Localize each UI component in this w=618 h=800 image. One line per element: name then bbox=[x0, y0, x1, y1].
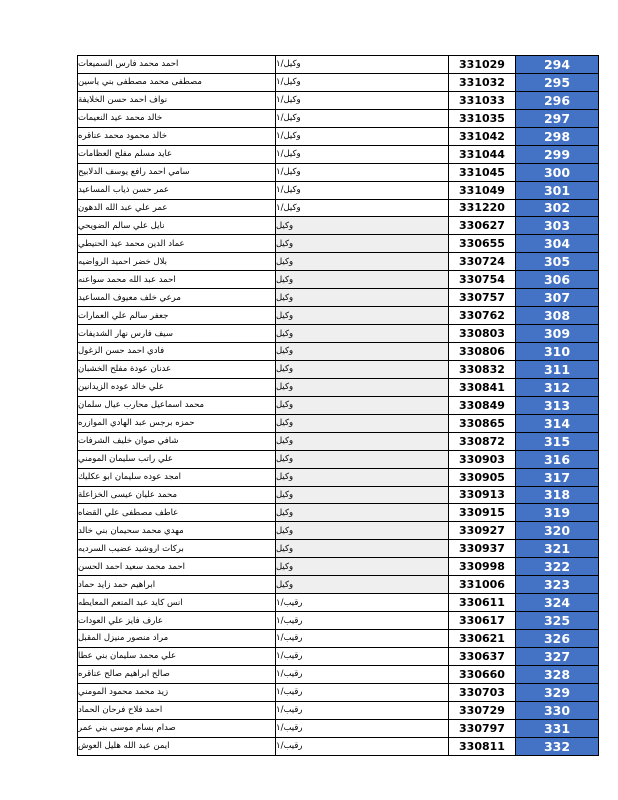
id-cell: 330703 bbox=[449, 684, 516, 701]
id-cell: 330872 bbox=[449, 433, 516, 450]
number-cell: 303 bbox=[516, 217, 599, 234]
rank-cell: رقيب/١ bbox=[276, 738, 449, 755]
table-row bbox=[78, 415, 599, 433]
rank-cell: وكيل bbox=[276, 253, 449, 270]
name-cell: علي محمد سليمان بني عطا bbox=[78, 648, 276, 665]
id-cell: 330757 bbox=[449, 289, 516, 306]
number-cell: 326 bbox=[516, 630, 599, 647]
id-cell: 331035 bbox=[449, 110, 516, 127]
id-cell: 330621 bbox=[449, 630, 516, 647]
rank-cell: وكيل bbox=[276, 504, 449, 521]
rank-cell: وكيل bbox=[276, 433, 449, 450]
number-cell: 310 bbox=[516, 343, 599, 360]
id-cell: 331006 bbox=[449, 576, 516, 593]
table-row bbox=[78, 738, 599, 756]
rank-cell: رقيب/١ bbox=[276, 612, 449, 629]
name-cell: ابراهيم حمد زايد حماد bbox=[78, 576, 276, 593]
rank-cell: وكيل bbox=[276, 325, 449, 342]
number-cell: 316 bbox=[516, 451, 599, 468]
table-row bbox=[78, 253, 599, 271]
table-row bbox=[78, 648, 599, 666]
rank-cell: وكيل bbox=[276, 487, 449, 504]
table-row bbox=[78, 361, 599, 379]
rank-cell: وكيل bbox=[276, 522, 449, 539]
rank-cell: رقيب/١ bbox=[276, 684, 449, 701]
name-cell: عمر حسن ذياب المساعيد bbox=[78, 182, 276, 199]
rank-cell: وكيل bbox=[276, 397, 449, 414]
number-cell: 320 bbox=[516, 522, 599, 539]
rank-cell: وكيل/١ bbox=[276, 74, 449, 91]
rank-cell: رقيب/١ bbox=[276, 720, 449, 737]
id-cell: 330617 bbox=[449, 612, 516, 629]
id-cell: 331049 bbox=[449, 182, 516, 199]
rank-cell: وكيل bbox=[276, 271, 449, 288]
name-cell: حمزه برجس عبد الهادي الموازره bbox=[78, 415, 276, 432]
rank-cell: رقيب/١ bbox=[276, 630, 449, 647]
table-row bbox=[78, 451, 599, 469]
table-row bbox=[78, 92, 599, 110]
rank-cell: رقيب/١ bbox=[276, 648, 449, 665]
table-row bbox=[78, 200, 599, 218]
name-cell: عايد مسلم مفلح العظامات bbox=[78, 146, 276, 163]
id-cell: 330927 bbox=[449, 522, 516, 539]
rank-cell: وكيل bbox=[276, 576, 449, 593]
name-cell: انس كايد عبد المنعم المعايطه bbox=[78, 594, 276, 611]
name-cell: خالد محمود محمد عناقره bbox=[78, 128, 276, 145]
table-row bbox=[78, 522, 599, 540]
number-cell: 323 bbox=[516, 576, 599, 593]
table-row bbox=[78, 720, 599, 738]
number-cell: 302 bbox=[516, 200, 599, 217]
number-cell: 300 bbox=[516, 164, 599, 181]
number-cell: 305 bbox=[516, 253, 599, 270]
table-row bbox=[78, 271, 599, 289]
rank-cell: وكيل bbox=[276, 217, 449, 234]
number-cell: 309 bbox=[516, 325, 599, 342]
table-row bbox=[78, 469, 599, 487]
number-cell: 324 bbox=[516, 594, 599, 611]
number-cell: 313 bbox=[516, 397, 599, 414]
name-cell: علي خالد عوده الزيدانين bbox=[78, 379, 276, 396]
name-cell: امجد عوده سليمان ابو عكليك bbox=[78, 469, 276, 486]
table-row bbox=[78, 217, 599, 235]
number-cell: 321 bbox=[516, 540, 599, 557]
table-row bbox=[78, 182, 599, 200]
table-row bbox=[78, 289, 599, 307]
name-cell: احمد عبد الله محمد سواعنه bbox=[78, 271, 276, 288]
id-cell: 331032 bbox=[449, 74, 516, 91]
number-cell: 295 bbox=[516, 74, 599, 91]
id-cell: 331220 bbox=[449, 200, 516, 217]
number-cell: 325 bbox=[516, 612, 599, 629]
name-cell: احمد محمد فارس السميعات bbox=[78, 56, 276, 73]
number-cell: 308 bbox=[516, 307, 599, 324]
name-cell: بركات اروشيد عضيب السرديه bbox=[78, 540, 276, 557]
table-row bbox=[78, 128, 599, 146]
id-cell: 330865 bbox=[449, 415, 516, 432]
id-cell: 330849 bbox=[449, 397, 516, 414]
id-cell: 330611 bbox=[449, 594, 516, 611]
table-row bbox=[78, 540, 599, 558]
table-row bbox=[78, 379, 599, 397]
number-cell: 306 bbox=[516, 271, 599, 288]
name-cell: فادي احمد حسن الزغول bbox=[78, 343, 276, 360]
name-cell: نايل علي سالم الضويحي bbox=[78, 217, 276, 234]
personnel-table bbox=[77, 55, 599, 756]
number-cell: 329 bbox=[516, 684, 599, 701]
id-cell: 330797 bbox=[449, 720, 516, 737]
id-cell: 330724 bbox=[449, 253, 516, 270]
rank-cell: وكيل/١ bbox=[276, 200, 449, 217]
table-row bbox=[78, 397, 599, 415]
id-cell: 330913 bbox=[449, 487, 516, 504]
name-cell: نواف احمد حسن الخلايفة bbox=[78, 92, 276, 109]
rank-cell: وكيل/١ bbox=[276, 92, 449, 109]
rank-cell: وكيل bbox=[276, 379, 449, 396]
id-cell: 330806 bbox=[449, 343, 516, 360]
number-cell: 332 bbox=[516, 738, 599, 755]
number-cell: 315 bbox=[516, 433, 599, 450]
table-row bbox=[78, 504, 599, 522]
number-cell: 327 bbox=[516, 648, 599, 665]
number-cell: 301 bbox=[516, 182, 599, 199]
number-cell: 307 bbox=[516, 289, 599, 306]
name-cell: مرعي خلف معيوف المساعيد bbox=[78, 289, 276, 306]
id-cell: 330754 bbox=[449, 271, 516, 288]
table-row bbox=[78, 164, 599, 182]
table-row bbox=[78, 558, 599, 576]
number-cell: 296 bbox=[516, 92, 599, 109]
name-cell: احمد فلاح فرحان الحماد bbox=[78, 702, 276, 719]
table-row bbox=[78, 146, 599, 164]
name-cell: صالح ابراهيم صالح عناقره bbox=[78, 666, 276, 683]
name-cell: ايمن عبد الله هليل العوش bbox=[78, 738, 276, 755]
rank-cell: وكيل/١ bbox=[276, 146, 449, 163]
rank-cell: وكيل bbox=[276, 451, 449, 468]
name-cell: صدام بسام موسى بني عمر bbox=[78, 720, 276, 737]
name-cell: مهدي محمد سحيمان بني خالد bbox=[78, 522, 276, 539]
name-cell: جعفر سالم علي العمارات bbox=[78, 307, 276, 324]
table-row bbox=[78, 487, 599, 505]
table-row bbox=[78, 630, 599, 648]
table-row bbox=[78, 666, 599, 684]
rank-cell: وكيل bbox=[276, 289, 449, 306]
id-cell: 331045 bbox=[449, 164, 516, 181]
name-cell: علي راتب سليمان المومني bbox=[78, 451, 276, 468]
name-cell: عارف فايز علي العودات bbox=[78, 612, 276, 629]
rank-cell: وكيل bbox=[276, 343, 449, 360]
rank-cell: وكيل bbox=[276, 540, 449, 557]
name-cell: شافي صوان خليف الشرفات bbox=[78, 433, 276, 450]
table-row bbox=[78, 343, 599, 361]
table-row bbox=[78, 110, 599, 128]
number-cell: 317 bbox=[516, 469, 599, 486]
number-cell: 297 bbox=[516, 110, 599, 127]
table-row bbox=[78, 235, 599, 253]
number-cell: 312 bbox=[516, 379, 599, 396]
id-cell: 330655 bbox=[449, 235, 516, 252]
table-row bbox=[78, 307, 599, 325]
rank-cell: وكيل bbox=[276, 558, 449, 575]
number-cell: 330 bbox=[516, 702, 599, 719]
table-row bbox=[78, 74, 599, 92]
rank-cell: وكيل bbox=[276, 361, 449, 378]
rank-cell: رقيب/١ bbox=[276, 702, 449, 719]
name-cell: عماد الدين محمد عيد الحنيطي bbox=[78, 235, 276, 252]
table-row bbox=[78, 325, 599, 343]
id-cell: 330637 bbox=[449, 648, 516, 665]
id-cell: 330660 bbox=[449, 666, 516, 683]
rank-cell: وكيل/١ bbox=[276, 164, 449, 181]
name-cell: احمد محمد سعيد احمد الحسن bbox=[78, 558, 276, 575]
number-cell: 298 bbox=[516, 128, 599, 145]
name-cell: عاطف مصطفى علي القضاه bbox=[78, 504, 276, 521]
name-cell: محمد اسماعيل محارب عيال سلمان bbox=[78, 397, 276, 414]
rank-cell: رقيب/١ bbox=[276, 594, 449, 611]
rank-cell: رقيب/١ bbox=[276, 666, 449, 683]
id-cell: 330905 bbox=[449, 469, 516, 486]
name-cell: محمد عليان عيسى الخزاعلة bbox=[78, 487, 276, 504]
id-cell: 330762 bbox=[449, 307, 516, 324]
rank-cell: وكيل bbox=[276, 415, 449, 432]
name-cell: سيف فارس نهار الشديفات bbox=[78, 325, 276, 342]
id-cell: 330903 bbox=[449, 451, 516, 468]
rank-cell: وكيل/١ bbox=[276, 128, 449, 145]
number-cell: 331 bbox=[516, 720, 599, 737]
table-row bbox=[78, 684, 599, 702]
rank-cell: وكيل/١ bbox=[276, 110, 449, 127]
id-cell: 331042 bbox=[449, 128, 516, 145]
name-cell: عدنان عودة مفلح الخشبان bbox=[78, 361, 276, 378]
rank-cell: وكيل bbox=[276, 307, 449, 324]
number-cell: 318 bbox=[516, 487, 599, 504]
id-cell: 330998 bbox=[449, 558, 516, 575]
table-row bbox=[78, 702, 599, 720]
id-cell: 331029 bbox=[449, 56, 516, 73]
number-cell: 304 bbox=[516, 235, 599, 252]
name-cell: مصطفى محمد مصطفى بني ياسين bbox=[78, 74, 276, 91]
table-row bbox=[78, 433, 599, 451]
id-cell: 330915 bbox=[449, 504, 516, 521]
table-row bbox=[78, 612, 599, 630]
name-cell: زيد محمد محمود المومني bbox=[78, 684, 276, 701]
name-cell: عمر علي عبد الله الدهون bbox=[78, 200, 276, 217]
id-cell: 330832 bbox=[449, 361, 516, 378]
table-row bbox=[78, 56, 599, 74]
id-cell: 330627 bbox=[449, 217, 516, 234]
rank-cell: وكيل/١ bbox=[276, 182, 449, 199]
number-cell: 322 bbox=[516, 558, 599, 575]
name-cell: مراد منصور منيزل المقبل bbox=[78, 630, 276, 647]
number-cell: 319 bbox=[516, 504, 599, 521]
table-row bbox=[78, 576, 599, 594]
number-cell: 328 bbox=[516, 666, 599, 683]
id-cell: 330841 bbox=[449, 379, 516, 396]
rank-cell: وكيل bbox=[276, 469, 449, 486]
id-cell: 330729 bbox=[449, 702, 516, 719]
rank-cell: وكيل/١ bbox=[276, 56, 449, 73]
number-cell: 299 bbox=[516, 146, 599, 163]
id-cell: 331033 bbox=[449, 92, 516, 109]
name-cell: سامي احمد رافع يوسف الدلابيح bbox=[78, 164, 276, 181]
id-cell: 331044 bbox=[449, 146, 516, 163]
id-cell: 330803 bbox=[449, 325, 516, 342]
number-cell: 294 bbox=[516, 56, 599, 73]
number-cell: 314 bbox=[516, 415, 599, 432]
table-row bbox=[78, 594, 599, 612]
id-cell: 330811 bbox=[449, 738, 516, 755]
id-cell: 330937 bbox=[449, 540, 516, 557]
name-cell: بلال خضر احميد الرواضيه bbox=[78, 253, 276, 270]
name-cell: خالد محمد عيد النعيمات bbox=[78, 110, 276, 127]
rank-cell: وكيل bbox=[276, 235, 449, 252]
number-cell: 311 bbox=[516, 361, 599, 378]
